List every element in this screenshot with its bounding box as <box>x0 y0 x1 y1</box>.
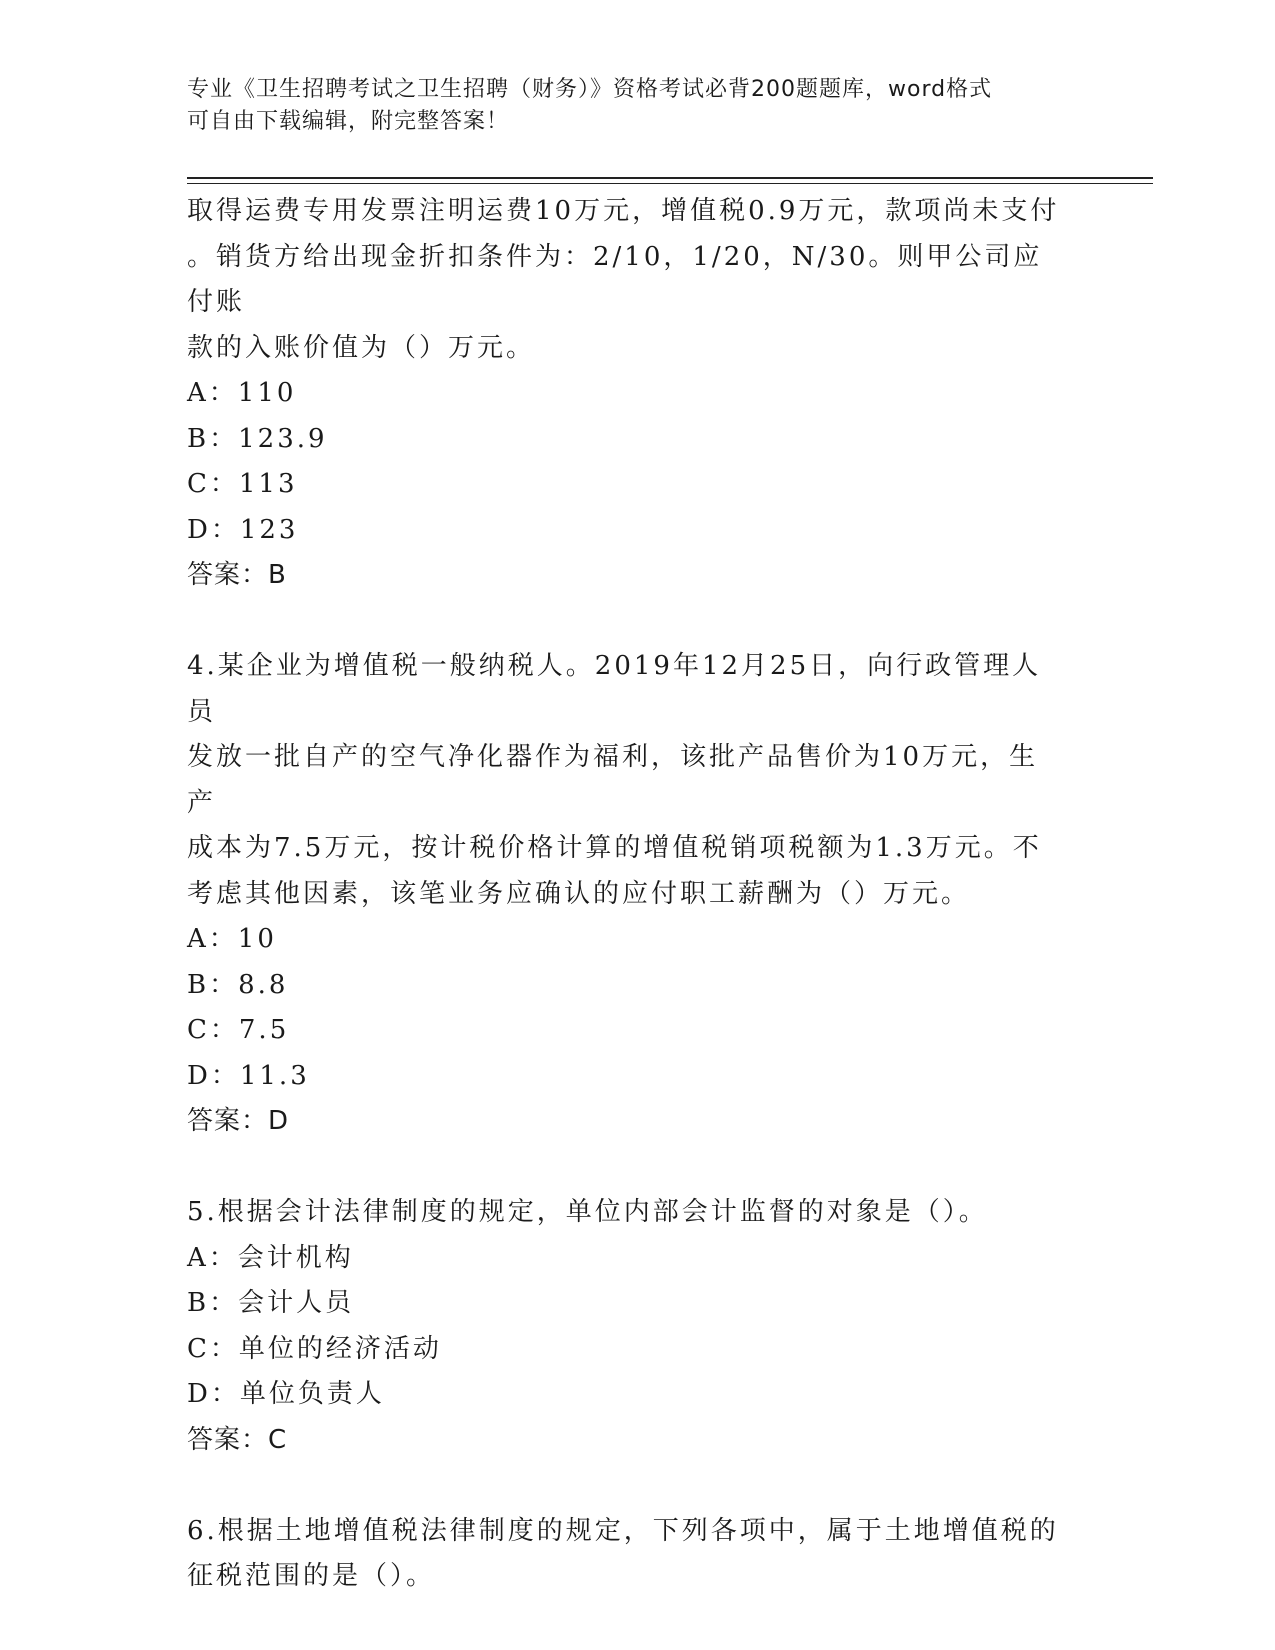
option-b: B：123.9 <box>187 423 328 454</box>
option-d: D：单位负责人 <box>187 1379 385 1409</box>
option-c: C：单位的经济活动 <box>187 1333 442 1364</box>
option-d: D：11.3 <box>187 1060 310 1091</box>
question-text-line: 款的入账价值为（）万元。 <box>187 332 536 363</box>
question-3 <box>187 189 1067 599</box>
question-spacer <box>187 599 1067 645</box>
header-divider-thick <box>187 177 1153 179</box>
document-body <box>187 189 1067 1600</box>
question-5 <box>187 1190 1067 1463</box>
question-text-line: 征税范围的是（）。 <box>187 1561 436 1591</box>
question-text-line: 6.根据土地增值税法律制度的规定，下列各项中，属于土地增值税的 <box>187 1515 1059 1546</box>
header-title-line-2: 可自由下载编辑，附完整答案！ <box>187 109 510 134</box>
question-text-line: 考虑其他因素，该笔业务应确认的应付职工薪酬为（）万元。 <box>187 878 971 909</box>
option-c: C：7.5 <box>187 1015 290 1045</box>
option-a: A：110 <box>187 378 297 408</box>
header-title-line-1: 专业《卫生招聘考试之卫生招聘（财务）》资格考试必背200题题库，word格式 <box>187 77 993 102</box>
answer-line: 答案：D <box>187 1106 290 1136</box>
question-text-line: 5.根据会计法律制度的规定，单位内部会计监督的对象是（）。 <box>187 1197 988 1227</box>
option-b: B：会计人员 <box>187 1288 355 1318</box>
question-text-line: 。销货方给出现金折扣条件为：2/10，1/20，N/30。则甲公司应付账 <box>187 241 1043 317</box>
question-text-line: 取得运费专用发票注明运费10万元，增值税0.9万元，款项尚未支付 <box>187 196 1060 226</box>
document-header <box>187 74 1067 138</box>
question-4 <box>187 644 1067 1145</box>
question-6 <box>187 1509 1067 1600</box>
header-divider-thin <box>187 183 1153 184</box>
question-text-line: 成本为7.5万元，按计税价格计算的增值税销项税额为1.3万元。不 <box>187 833 1042 863</box>
option-a: A：10 <box>187 924 277 954</box>
question-text-line: 4.某企业为增值税一般纳税人。2019年12月25日，向行政管理人员 <box>187 651 1042 727</box>
question-spacer <box>187 1463 1067 1509</box>
question-text-line: 发放一批自产的空气净化器作为福利，该批产品售价为10万元，生产 <box>187 742 1039 818</box>
option-a: A：会计机构 <box>187 1242 354 1273</box>
option-d: D：123 <box>187 514 299 545</box>
question-spacer <box>187 1145 1067 1191</box>
answer-line: 答案：C <box>187 1424 288 1455</box>
answer-line: 答案：B <box>187 560 287 590</box>
option-b: B：8.8 <box>187 969 289 1000</box>
option-c: C：113 <box>187 469 298 499</box>
